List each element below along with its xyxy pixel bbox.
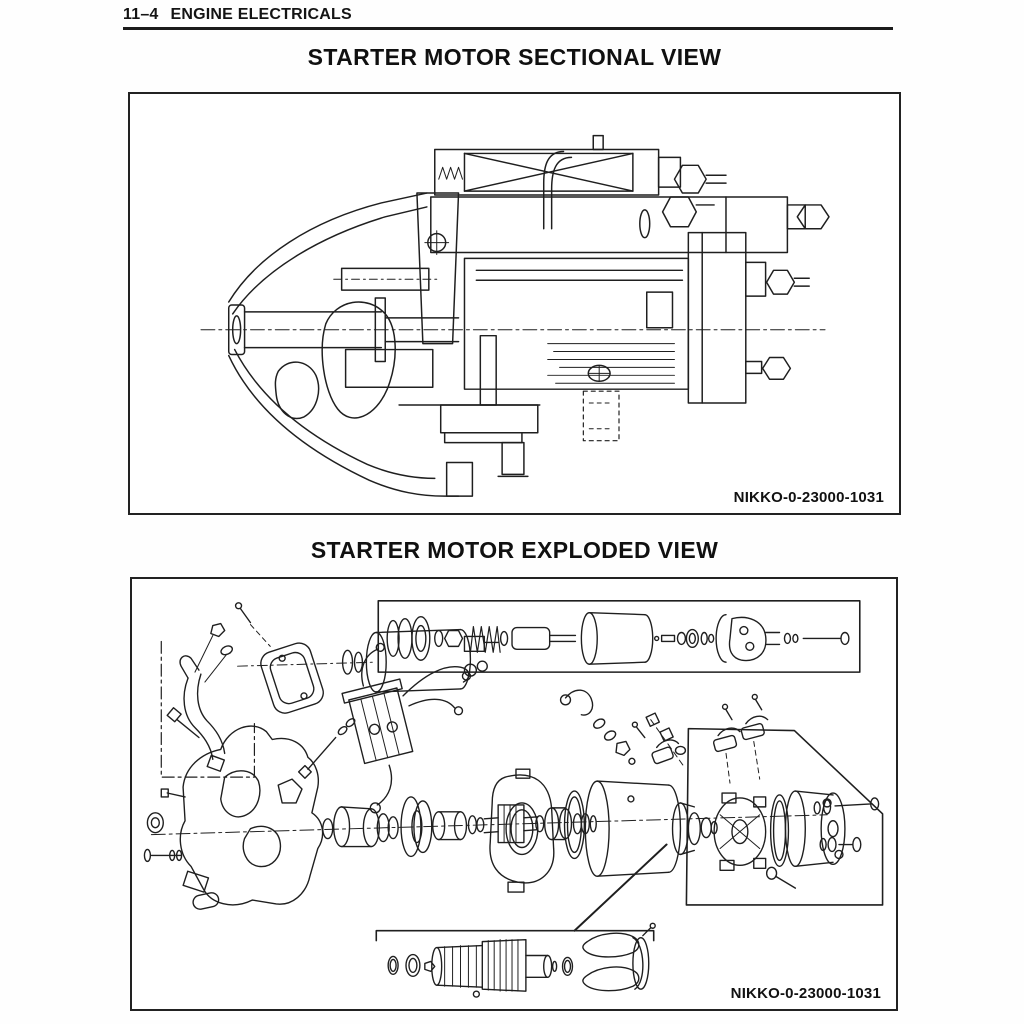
- page-number: 11–4: [123, 6, 159, 23]
- exploded-view-diagram: [132, 579, 896, 1009]
- figure-2-title: STARTER MOTOR EXPLODED VIEW: [310, 537, 719, 563]
- sectional-view-diagram: [130, 94, 899, 513]
- figure-2-box: [130, 577, 898, 1011]
- page-header: [123, 6, 893, 30]
- section-title: ENGINE ELECTRICALS: [170, 6, 352, 23]
- figure-2-caption: NIKKO-0-23000-1031: [730, 985, 881, 1002]
- figure-1-caption: NIKKO-0-23000-1031: [733, 489, 884, 506]
- figure-1-title: STARTER MOTOR SECTIONAL VIEW: [307, 44, 722, 70]
- figure-1-box: [128, 92, 901, 515]
